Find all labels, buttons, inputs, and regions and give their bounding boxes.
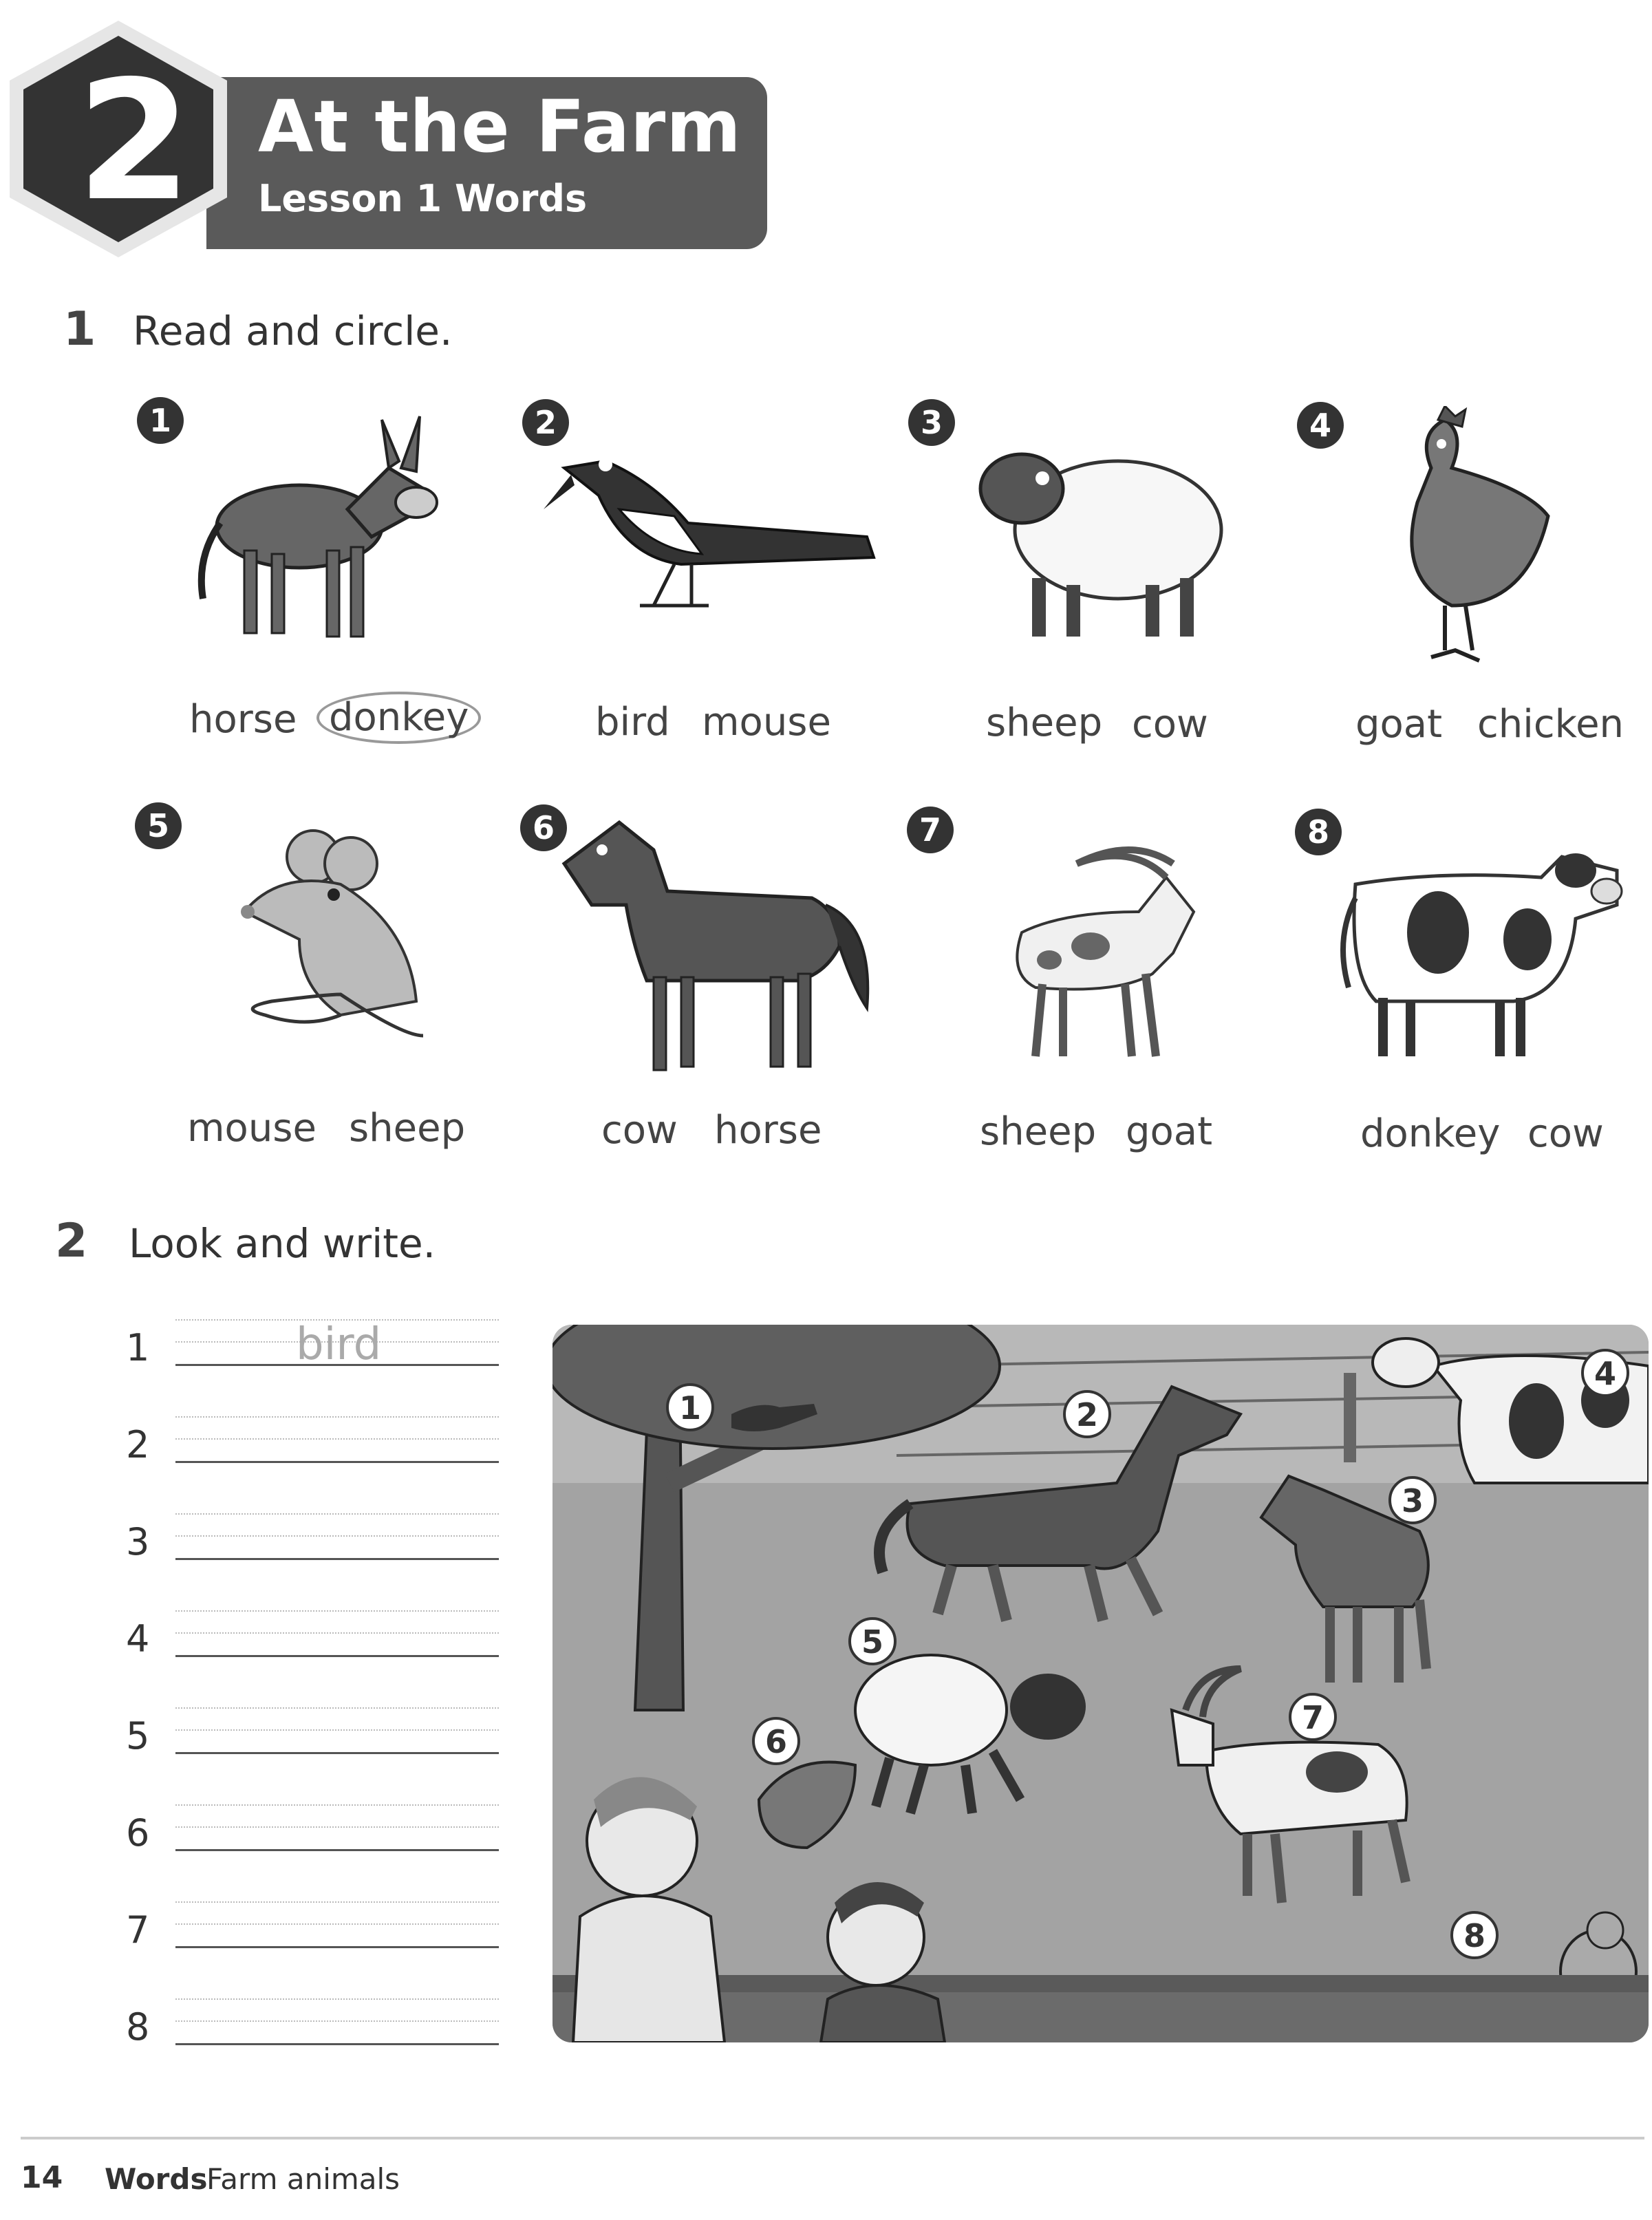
word-option-circled[interactable]: donkey (317, 692, 481, 744)
item-number-badge: 2 (522, 399, 569, 446)
word-option[interactable]: goat (1355, 702, 1443, 747)
page-number: 14 (21, 2160, 63, 2195)
exercise-2-instruction: Look and write. (129, 1220, 436, 1267)
exercise-1-instruction: Read and circle. (133, 308, 453, 354)
word-option[interactable]: donkey (1360, 1111, 1501, 1156)
guide-line (175, 1416, 499, 1418)
line-number: 2 (126, 1423, 150, 1466)
line-number: 5 (126, 1714, 150, 1758)
footer-divider (21, 2137, 1644, 2139)
write-line[interactable] (175, 1849, 499, 1851)
item-number-badge: 6 (520, 804, 567, 851)
scene-label-badge: 4 (1581, 1349, 1629, 1397)
guide-line (175, 1707, 499, 1709)
guide-line (175, 1923, 499, 1925)
write-line[interactable] (175, 1752, 499, 1754)
line-number: 3 (126, 1520, 150, 1563)
write-line[interactable] (175, 1946, 499, 1948)
mouse-icon (237, 829, 437, 1049)
scene-label-badge: 1 (666, 1383, 714, 1431)
cow-icon (1335, 836, 1624, 1063)
scene-label-badge: 7 (1289, 1693, 1337, 1741)
write-line[interactable] (175, 2043, 499, 2045)
word-option[interactable]: horse (189, 697, 297, 742)
guide-line (175, 2020, 499, 2022)
word-option[interactable]: bird (595, 700, 670, 745)
horse-icon (550, 809, 874, 1077)
example-answer: bird (296, 1319, 382, 1370)
guide-line (175, 1632, 499, 1634)
scene-label-badge: 6 (752, 1717, 800, 1765)
write-line[interactable] (175, 1558, 499, 1560)
word-option[interactable]: sheep (986, 701, 1103, 745)
unit-title: At the Farm (258, 85, 742, 169)
footer-category: Words (105, 2162, 208, 2196)
write-line[interactable] (175, 1461, 499, 1463)
guide-line (175, 1901, 499, 1903)
word-option[interactable]: sheep (980, 1109, 1097, 1154)
line-number: 8 (126, 2005, 150, 2049)
guide-line (175, 1513, 499, 1515)
word-option[interactable]: chicken (1477, 702, 1624, 747)
word-option[interactable]: goat (1126, 1109, 1213, 1154)
line-number: 4 (126, 1617, 150, 1661)
guide-line (175, 1535, 499, 1537)
item-number-badge: 1 (137, 397, 184, 444)
bird-icon (544, 434, 881, 619)
item-number-badge: 5 (135, 802, 182, 849)
word-option[interactable]: mouse (187, 1106, 317, 1151)
unit-number: 2 (76, 45, 192, 237)
scene-label-badge: 8 (1450, 1911, 1499, 1959)
goat-icon (994, 836, 1201, 1063)
word-option[interactable]: mouse (702, 700, 831, 745)
guide-line (175, 1998, 499, 2000)
word-option[interactable]: cow (1132, 702, 1208, 747)
word-option[interactable]: cow (1527, 1111, 1604, 1156)
scene-label-badge: 2 (1063, 1390, 1111, 1438)
word-option[interactable]: cow (601, 1108, 678, 1153)
word-option[interactable]: sheep (349, 1106, 466, 1151)
item-number-badge: 4 (1297, 402, 1344, 449)
line-number: 7 (126, 1908, 150, 1952)
word-option[interactable]: horse (714, 1108, 822, 1153)
guide-line (175, 1610, 499, 1612)
line-number: 1 (126, 1326, 150, 1369)
item-number-badge: 8 (1295, 809, 1342, 855)
farm-scene-illustration (553, 1325, 1649, 2042)
guide-line (175, 1438, 499, 1440)
sheep-icon (974, 440, 1228, 640)
chicken-icon (1390, 406, 1562, 674)
item-number-badge: 7 (907, 807, 954, 853)
exercise-1-number: 1 (63, 302, 96, 356)
exercise-2-number: 2 (55, 1214, 88, 1268)
lesson-title: Lesson 1 Words (258, 177, 588, 220)
guide-line (175, 1804, 499, 1806)
scene-label-badge: 5 (848, 1617, 897, 1665)
scene-label-badge: 3 (1388, 1476, 1437, 1524)
line-number: 6 (126, 1811, 150, 1855)
write-line[interactable] (175, 1655, 499, 1657)
item-number-badge: 3 (908, 399, 955, 446)
guide-line (175, 1729, 499, 1731)
footer-topic: Farm animals (206, 2162, 400, 2196)
guide-line (175, 1826, 499, 1828)
donkey-icon (182, 406, 451, 654)
